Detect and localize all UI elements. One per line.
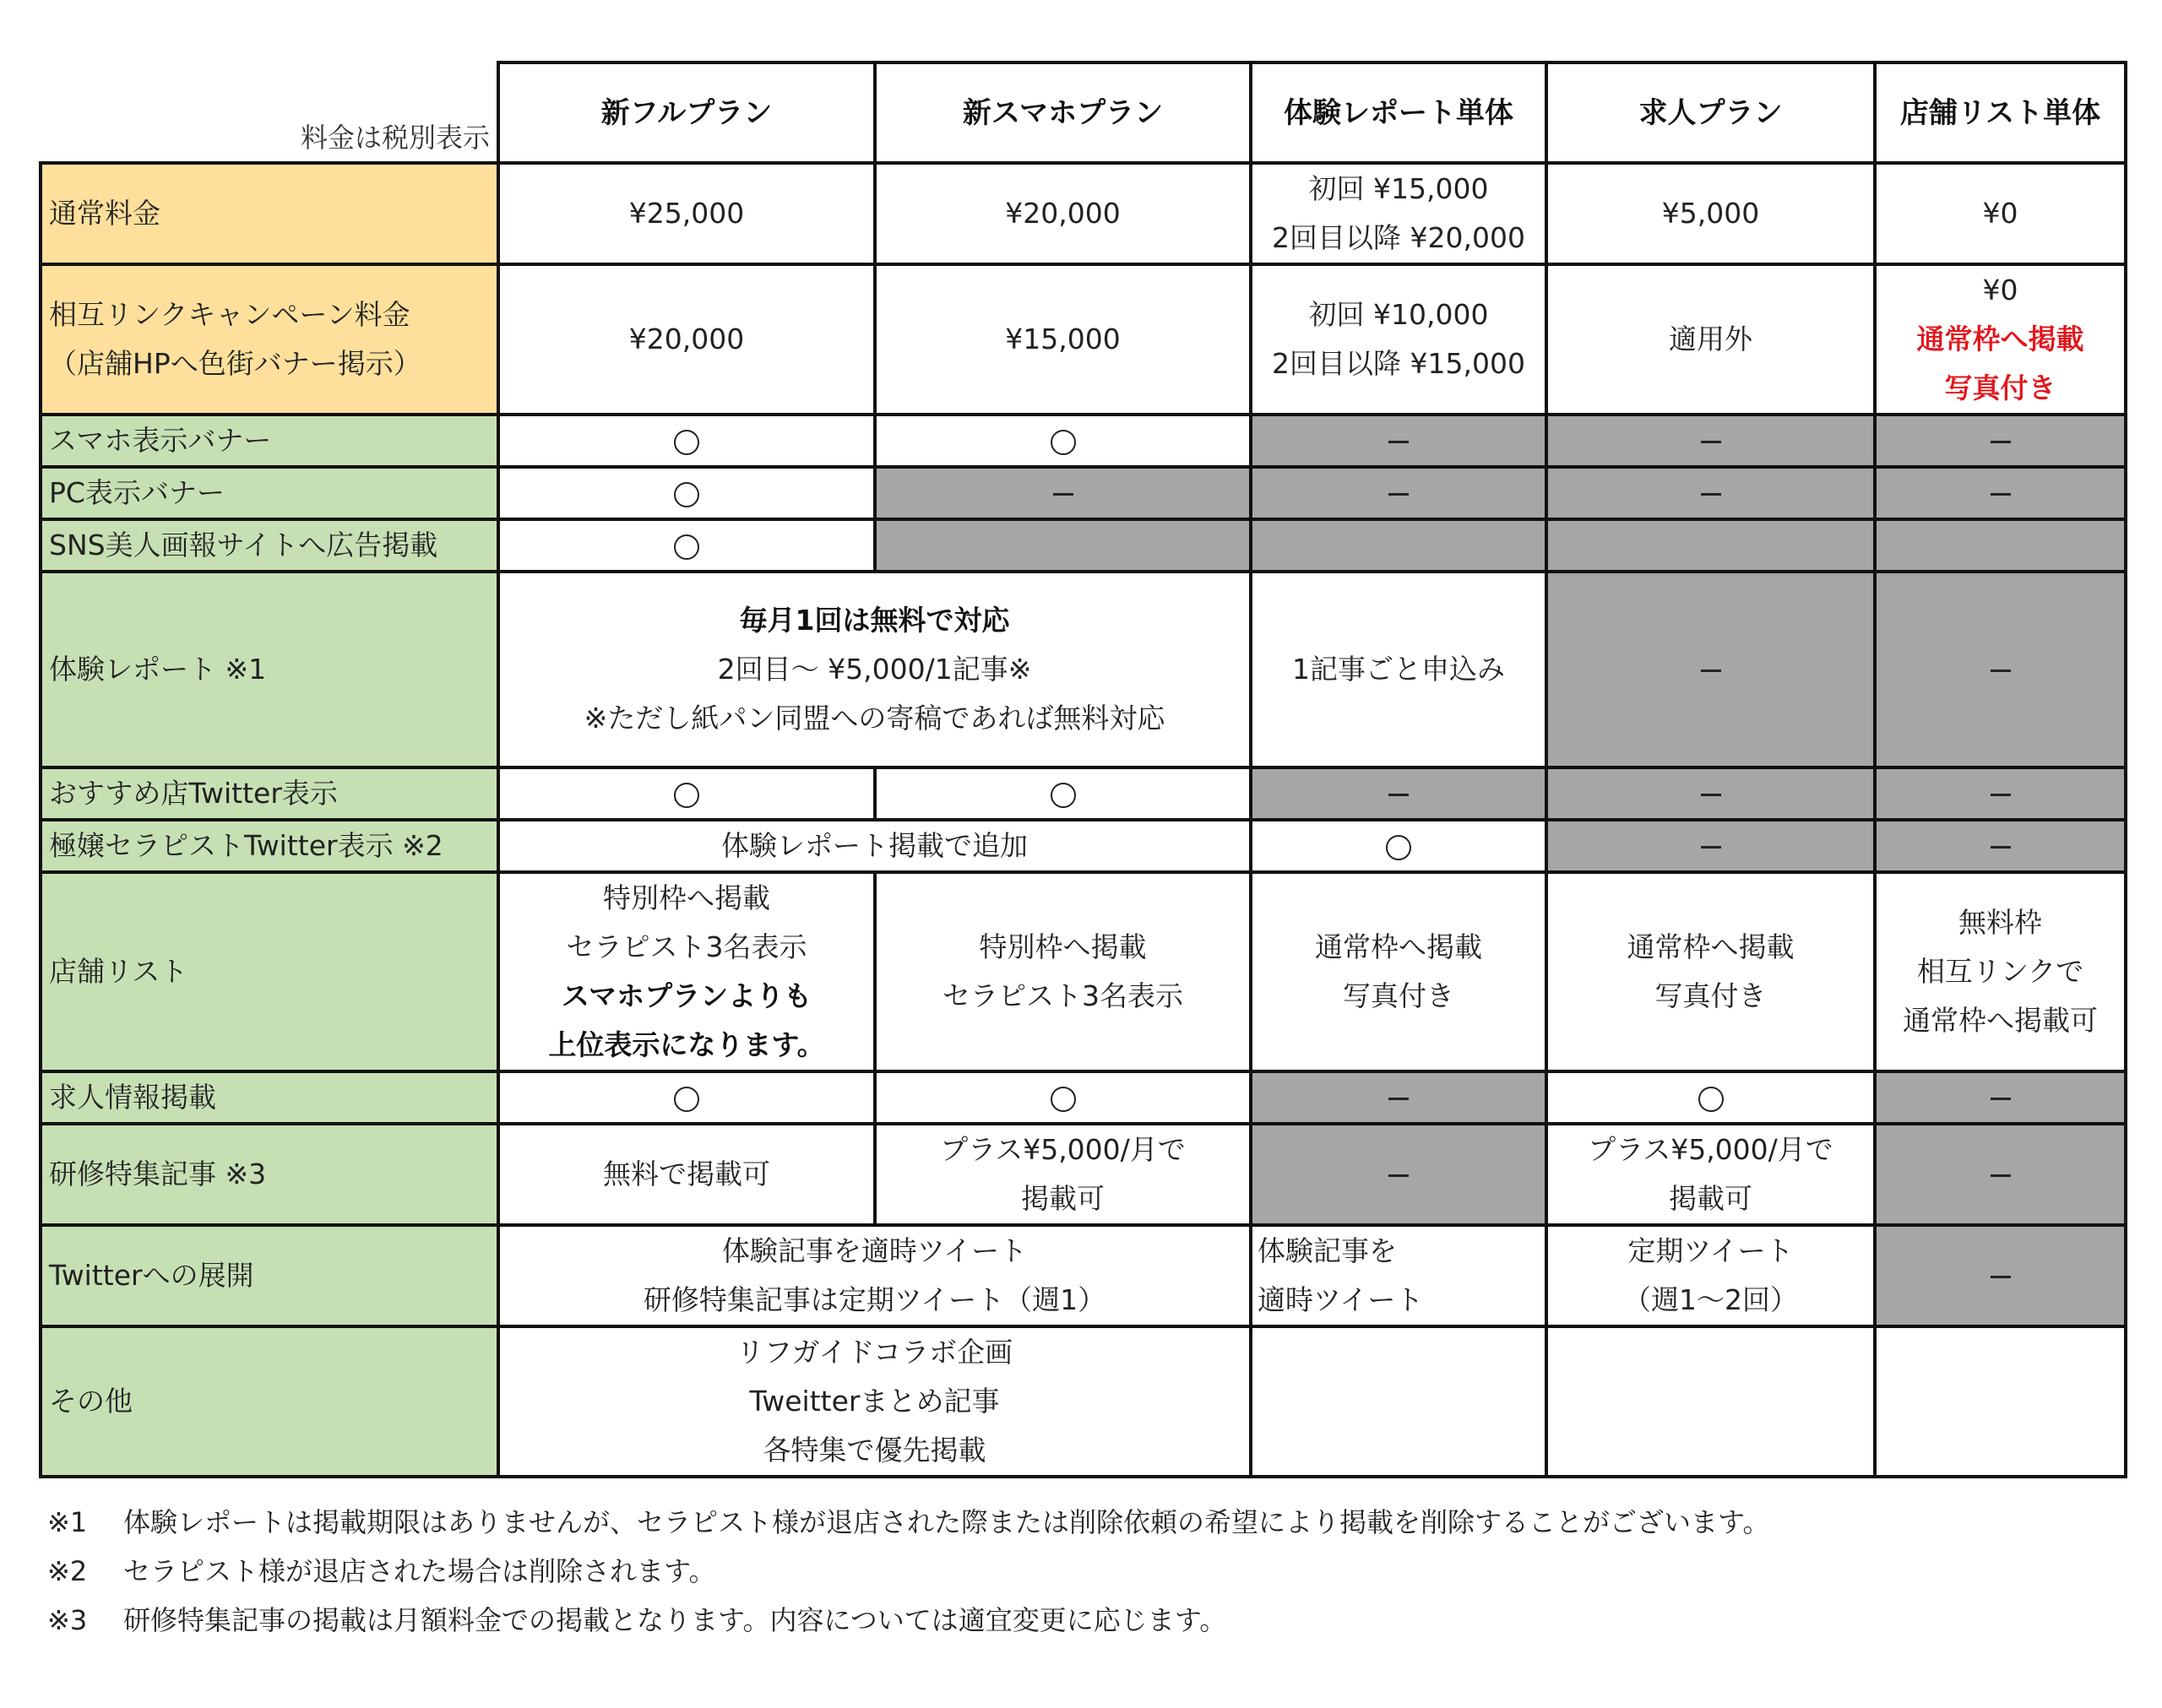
cell-store-list xyxy=(1875,767,2126,820)
plan-header-smartphone: 新スマホプラン xyxy=(875,62,1251,163)
cell-recruit xyxy=(1546,572,1875,767)
cell-recruit: ¥5,000 xyxy=(1546,163,1875,264)
cell-smartphone xyxy=(875,1071,1251,1124)
price-line: 掲載可 xyxy=(1021,1182,1105,1215)
cell-full xyxy=(498,519,875,572)
plan-comparison-table xyxy=(39,61,2127,1478)
other-line: リフガイドコラボ企画 xyxy=(736,1336,1013,1369)
listing-line: 無料枠 xyxy=(1958,906,2042,939)
circle-icon xyxy=(1698,1087,1724,1112)
cell-full: ¥25,000 xyxy=(498,163,875,264)
header-row xyxy=(41,62,2126,163)
footnote-text: 体験レポートは掲載期限はありませんが、セラピスト様が退店された際または削除依頼の希望により掲載を削除することがございます。 xyxy=(123,1506,1770,1538)
cell-smartphone xyxy=(875,872,1251,1071)
other-line: Tweitterまとめ記事 xyxy=(749,1385,1000,1418)
cell-report xyxy=(1251,1225,1546,1326)
cell-report xyxy=(1251,767,1546,820)
cell-report xyxy=(1251,467,1546,519)
footnote-3 xyxy=(47,1601,1769,1650)
tweet-line: 研修特集記事は定期ツイート（週1） xyxy=(643,1283,1106,1316)
tweet-line: 適時ツイート xyxy=(1258,1283,1424,1316)
cell-smartphone: ¥20,000 xyxy=(875,163,1251,264)
row-store-listing xyxy=(41,872,2126,1071)
cell-recruit xyxy=(1546,467,1875,519)
cell-store-list xyxy=(1875,872,2126,1071)
dash-icon xyxy=(1701,441,1721,443)
dash-icon xyxy=(1701,846,1721,849)
dash-icon xyxy=(1991,493,2011,496)
cell-recruit xyxy=(1546,1225,1875,1326)
cell-recruit xyxy=(1546,415,1875,467)
cell-store-list xyxy=(1875,415,2126,467)
free-condition-note: ※ただし紙パン同盟への寄稿であれば無料対応 xyxy=(584,702,1165,735)
plan-header-recruit: 求人プラン xyxy=(1546,62,1875,163)
free-monthly-note: 毎月1回は無料で対応 xyxy=(739,604,1010,637)
dash-icon xyxy=(1388,1098,1409,1100)
circle-icon xyxy=(1386,835,1411,860)
dash-icon xyxy=(1388,1174,1409,1177)
cell-store-list xyxy=(1875,820,2126,872)
circle-icon xyxy=(674,534,699,560)
listing-line: 通常枠へ掲載可 xyxy=(1903,1004,2098,1037)
report-first-price: 初回 ¥10,000 xyxy=(1308,298,1489,331)
row-experience-report xyxy=(41,572,2126,767)
row-label: おすすめ店Twitter表示 xyxy=(41,767,498,820)
label-line: 相互リンクキャンペーン料金 xyxy=(49,298,410,331)
store-list-note: 通常枠へ掲載 xyxy=(1916,323,2084,355)
cell-full xyxy=(498,1071,875,1124)
row-label: Twitterへの展開 xyxy=(41,1225,498,1326)
cell-store-list xyxy=(1875,467,2126,519)
footnotes xyxy=(47,1503,1769,1650)
circle-icon xyxy=(674,1087,699,1112)
listing-line: セラピスト3名表示 xyxy=(942,979,1183,1012)
footnote-mark: ※1 xyxy=(47,1506,88,1538)
store-list-price: ¥0 xyxy=(1982,274,2018,306)
footnote-mark: ※3 xyxy=(47,1604,88,1636)
cell-full: 無料で掲載可 xyxy=(498,1124,875,1225)
listing-line: 特別枠へ掲載 xyxy=(979,930,1147,963)
cell-report xyxy=(1251,264,1546,415)
dash-icon xyxy=(1991,846,2011,849)
cell-full-smartphone xyxy=(498,1326,1251,1477)
listing-line: 写真付き xyxy=(1654,979,1767,1012)
tweet-line: 定期ツイート xyxy=(1627,1234,1794,1267)
listing-line: 通常枠へ掲載 xyxy=(1627,930,1795,963)
cell-full-smartphone xyxy=(498,572,1251,767)
cell-recruit: 適用外 xyxy=(1546,264,1875,415)
cell-store-list xyxy=(1875,1225,2126,1326)
cell-smartphone xyxy=(875,519,1251,572)
cell-smartphone xyxy=(875,1124,1251,1225)
store-list-note: 写真付き xyxy=(1944,371,2056,404)
cell-smartphone xyxy=(875,767,1251,820)
cell-report xyxy=(1251,1326,1546,1477)
cell-report xyxy=(1251,820,1546,872)
tweet-line: 体験記事を xyxy=(1258,1234,1397,1267)
report-first-price: 初回 ¥15,000 xyxy=(1308,172,1489,205)
cell-recruit xyxy=(1546,1326,1875,1477)
cell-recruit xyxy=(1546,820,1875,872)
cell-store-list xyxy=(1875,519,2126,572)
cell-store-list xyxy=(1875,264,2126,415)
cell-store-list xyxy=(1875,1071,2126,1124)
dash-icon xyxy=(1991,441,2011,443)
plan-header-store-list: 店舗リスト単体 xyxy=(1875,62,2126,163)
cell-store-list xyxy=(1875,1326,2126,1477)
row-campaign-price xyxy=(41,264,2126,415)
report-repeat-price: 2回目以降 ¥20,000 xyxy=(1272,221,1525,254)
tweet-line: 体験記事を適時ツイート xyxy=(721,1234,1028,1267)
cell-full xyxy=(498,767,875,820)
row-sns-ad xyxy=(41,519,2126,572)
row-therapist-twitter xyxy=(41,820,2126,872)
dash-icon xyxy=(1388,441,1409,443)
cell-full: ¥20,000 xyxy=(498,264,875,415)
dash-icon xyxy=(1991,794,2011,796)
row-label: 体験レポート ※1 xyxy=(41,572,498,767)
cell-store-list xyxy=(1875,572,2126,767)
tax-note: 料金は税別表示 xyxy=(300,122,490,154)
circle-icon xyxy=(674,783,699,808)
listing-line: 相互リンクで xyxy=(1916,955,2084,988)
row-label: 求人情報掲載 xyxy=(41,1071,498,1124)
cell-report xyxy=(1251,415,1546,467)
circle-icon xyxy=(1051,1087,1076,1112)
extra-article-price: 2回目～ ¥5,000/1記事※ xyxy=(717,653,1032,686)
row-other xyxy=(41,1326,2126,1477)
row-regular-price xyxy=(41,163,2126,264)
cell-report xyxy=(1251,1071,1546,1124)
cell-report xyxy=(1251,519,1546,572)
row-sp-banner xyxy=(41,415,2126,467)
row-job-listing xyxy=(41,1071,2126,1124)
row-label: PC表示バナー xyxy=(41,467,498,519)
listing-line: 写真付き xyxy=(1343,979,1454,1012)
corner-cell xyxy=(41,62,498,163)
dash-icon xyxy=(1388,493,1409,496)
cell-report xyxy=(1251,1124,1546,1225)
dash-icon xyxy=(1053,493,1073,496)
listing-line: セラピスト3名表示 xyxy=(566,930,807,963)
price-line: 掲載可 xyxy=(1669,1182,1752,1215)
row-twitter-expansion xyxy=(41,1225,2126,1326)
cell-report xyxy=(1251,163,1546,264)
cell-store-list: ¥0 xyxy=(1875,163,2126,264)
cell-report xyxy=(1251,872,1546,1071)
dash-icon xyxy=(1991,1276,2011,1278)
dash-icon xyxy=(1991,1174,2011,1177)
cell-smartphone xyxy=(875,415,1251,467)
dash-icon xyxy=(1701,493,1721,496)
cell-recruit xyxy=(1546,519,1875,572)
cell-recruit xyxy=(1546,1124,1875,1225)
row-label: 極嬢セラピストTwitter表示 ※2 xyxy=(41,820,498,872)
cell-smartphone: ¥15,000 xyxy=(875,264,1251,415)
footnote-1 xyxy=(47,1503,1769,1552)
footnote-text: 研修特集記事の掲載は月額料金での掲載となります。内容については適宜変更に応じます。 xyxy=(123,1604,1227,1636)
cell-full xyxy=(498,467,875,519)
footnote-text: セラピスト様が退店された場合は削除されます。 xyxy=(123,1555,716,1587)
cell-full-smartphone: 体験レポート掲載で追加 xyxy=(498,820,1251,872)
row-label: 店舗リスト xyxy=(41,872,498,1071)
row-label xyxy=(41,264,498,415)
row-label: 研修特集記事 ※3 xyxy=(41,1124,498,1225)
dash-icon xyxy=(1388,794,1409,796)
row-pc-banner xyxy=(41,467,2126,519)
row-label: SNS美人画報サイトへ広告掲載 xyxy=(41,519,498,572)
row-label: その他 xyxy=(41,1326,498,1477)
dash-icon xyxy=(1701,670,1721,672)
cell-recruit xyxy=(1546,1071,1875,1124)
footnote-2 xyxy=(47,1552,1769,1601)
row-label: スマホ表示バナー xyxy=(41,415,498,467)
circle-icon xyxy=(674,482,699,507)
dash-icon xyxy=(1991,1098,2011,1100)
cell-smartphone xyxy=(875,467,1251,519)
circle-icon xyxy=(674,430,699,455)
cell-recruit xyxy=(1546,767,1875,820)
priority-note: 上位表示になります。 xyxy=(548,1028,825,1061)
listing-line: 特別枠へ掲載 xyxy=(603,881,770,914)
footnote-mark: ※2 xyxy=(47,1555,88,1587)
other-line: 各特集で優先掲載 xyxy=(763,1434,986,1467)
price-line: プラス¥5,000/月で xyxy=(1588,1133,1833,1166)
cell-full-smartphone xyxy=(498,1225,1251,1326)
circle-icon xyxy=(1051,430,1076,455)
plan-header-full: 新フルプラン xyxy=(498,62,875,163)
report-repeat-price: 2回目以降 ¥15,000 xyxy=(1272,347,1525,380)
row-training-article xyxy=(41,1124,2126,1225)
dash-icon xyxy=(1701,794,1721,796)
circle-icon xyxy=(1051,783,1076,808)
row-recommended-twitter xyxy=(41,767,2126,820)
dash-icon xyxy=(1991,670,2011,672)
cell-full xyxy=(498,415,875,467)
cell-report: 1記事ごと申込み xyxy=(1251,572,1546,767)
listing-line: 通常枠へ掲載 xyxy=(1315,930,1482,963)
tweet-line: （週1～2回） xyxy=(1623,1283,1798,1316)
label-line: （店舗HPへ色街バナー掲示） xyxy=(49,347,421,380)
priority-note: スマホプランよりも xyxy=(561,979,812,1012)
cell-store-list xyxy=(1875,1124,2126,1225)
cell-recruit xyxy=(1546,872,1875,1071)
cell-full xyxy=(498,872,875,1071)
price-line: プラス¥5,000/月で xyxy=(940,1133,1186,1166)
plan-header-report: 体験レポート単体 xyxy=(1251,62,1546,163)
row-label: 通常料金 xyxy=(41,163,498,264)
